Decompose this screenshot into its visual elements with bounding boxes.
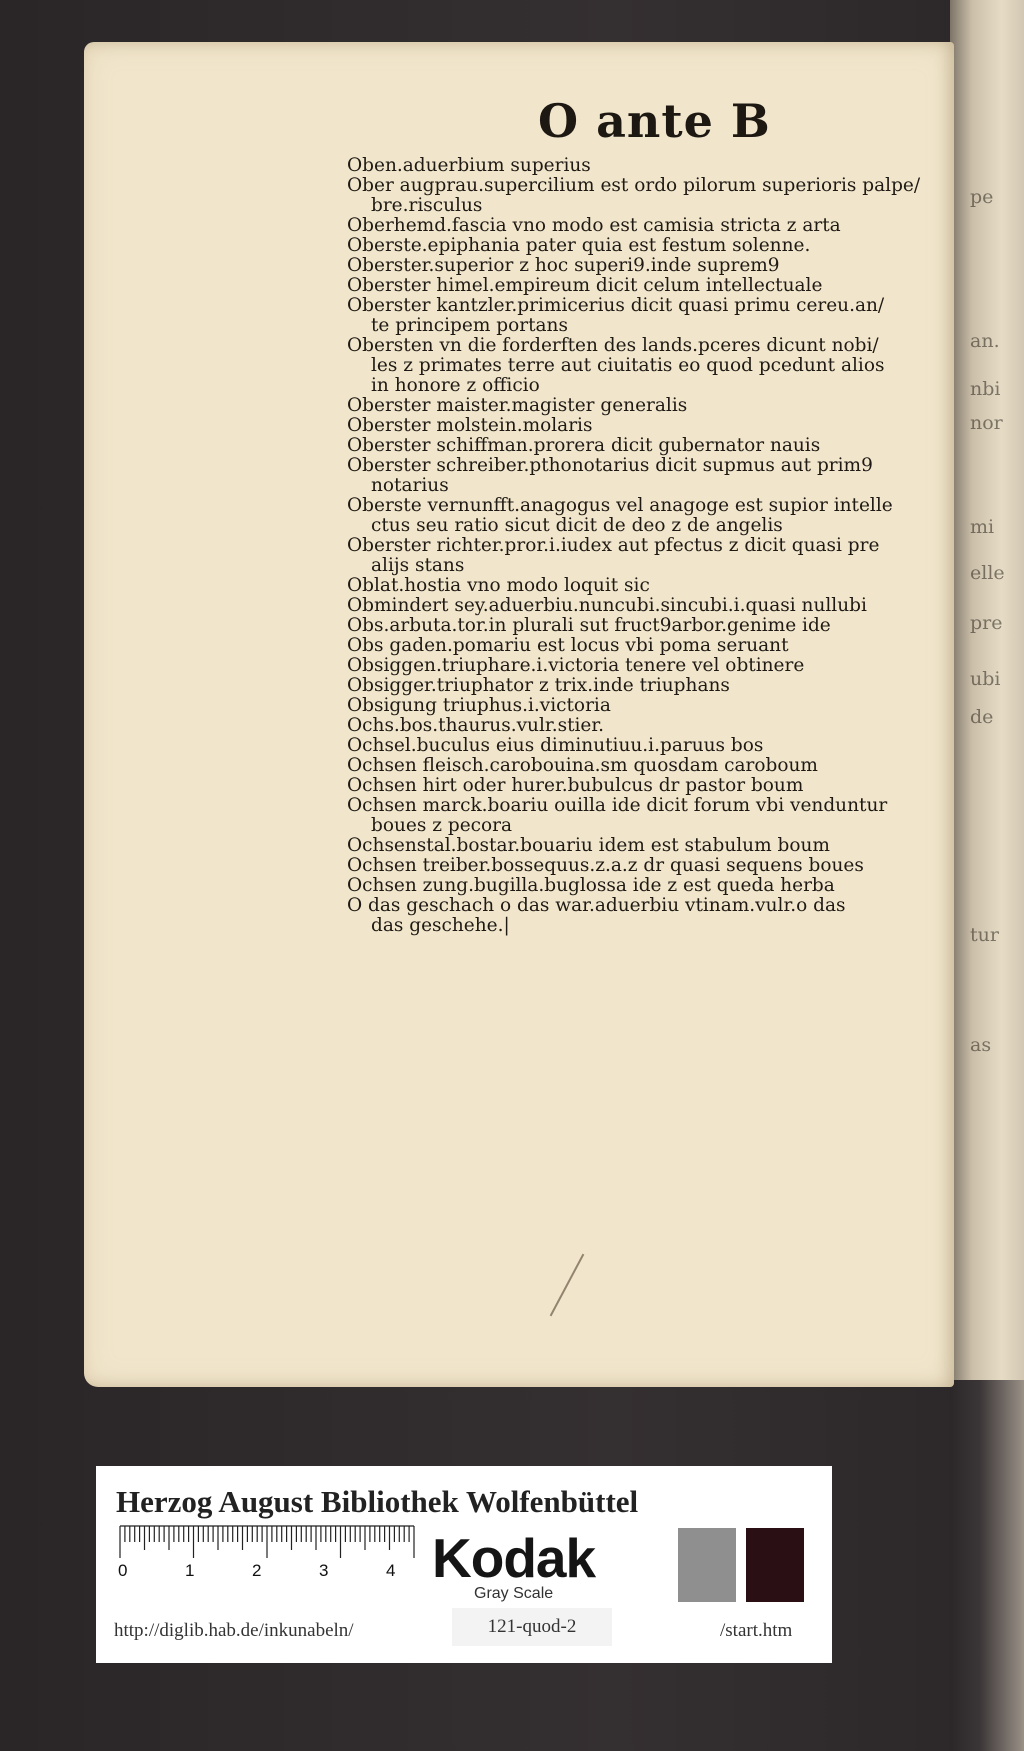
adjacent-page-fragment: pre — [970, 612, 1003, 634]
dictionary-entry: Obsiggen.triuphare.i.victoria tenere vel obtinere — [347, 655, 805, 676]
library-title: Herzog August Bibliothek Wolfenbüttel — [116, 1484, 639, 1519]
library-color-card — [96, 1466, 832, 1663]
entry-continuation: bre.risculus — [371, 195, 483, 216]
dictionary-entry: Obs.arbuta.tor.in plurali sut fruct9arbor.genime ide — [347, 615, 831, 636]
scale-ruler — [116, 1524, 418, 1580]
ruler-number: 1 — [185, 1561, 195, 1580]
gray-swatch — [678, 1528, 736, 1602]
adjacent-page-fragment: pe — [970, 186, 994, 208]
dictionary-entry: O das geschach o das war.aduerbiu vtinam.vulr.o das — [347, 895, 846, 916]
dictionary-entry: Obsigger.triuphator z trix.inde triuphans — [347, 675, 730, 696]
adjacent-page-fragment: tur — [970, 924, 999, 946]
entry-continuation: das geschehe.| — [371, 915, 510, 936]
adjacent-page-fragment: de — [970, 706, 994, 728]
adjacent-page-shadow — [950, 1380, 1024, 1751]
dictionary-entry: Oberster schiffman.prorera dicit gubernator nauis — [347, 435, 821, 456]
dictionary-entry: Oberste vernunfft.anagogus vel anagoge est supior intelle — [347, 495, 893, 516]
ruler-number: 2 — [252, 1561, 262, 1580]
url-id: 121-quod-2 — [452, 1608, 612, 1646]
dictionary-entry: Oberste.epiphania pater quia est festum solenne. — [347, 235, 811, 256]
dictionary-entry: Oberster maister.magister generalis — [347, 395, 688, 416]
adjacent-page-fragment: ubi — [970, 668, 1001, 690]
entry-continuation: in honore z officio — [371, 375, 540, 396]
dictionary-entry: Obmindert sey.aduerbiu.nuncubi.sincubi.i.quasi nullubi — [347, 595, 867, 616]
dictionary-entry: Ochs.bos.thaurus.vulr.stier. — [347, 715, 605, 736]
dictionary-entry: Ochsel.buculus eius diminutiuu.i.paruus bos — [347, 735, 764, 756]
entry-continuation: te principem portans — [371, 315, 568, 336]
url-suffix: /start.htm — [720, 1620, 793, 1641]
dictionary-entry: Obs gaden.pomariu est locus vbi poma seruant — [347, 635, 789, 656]
page-heading: O ante B — [538, 94, 771, 148]
dictionary-entry: Oberster kantzler.primicerius dicit quasi primu cereu.an/ — [347, 295, 885, 316]
ruler-number: 0 — [118, 1561, 128, 1580]
adjacent-page-fragment: an. — [970, 330, 1000, 352]
ruler-number: 4 — [386, 1561, 396, 1580]
dictionary-entry: Oberster.superior z hoc superi9.inde suprem9 — [347, 255, 780, 276]
dictionary-entry: Ochsen hirt oder hurer.bubulcus dr pastor boum — [347, 775, 804, 796]
dictionary-entry: Oberster himel.empireum dicit celum intellectuale — [347, 275, 823, 296]
entry-continuation: notarius — [371, 475, 449, 496]
dictionary-entry: Ober augprau.supercilium est ordo pilorum superioris palpe/ — [347, 175, 921, 196]
entry-continuation: les z primates terre aut ciuitatis eo quod pcedunt alios — [371, 355, 885, 376]
adjacent-page-fragment: as — [970, 1034, 992, 1056]
entry-continuation: ctus seu ratio sicut dicit de deo z de angelis — [371, 515, 783, 536]
dictionary-entry: Ochsen marck.boariu ouilla ide dicit forum vbi venduntur — [347, 795, 888, 816]
dictionary-entry: Obersten vn die forderften des lands.pceres dicunt nobi/ — [347, 335, 879, 356]
dictionary-entry: Obsigung triuphus.i.victoria — [347, 695, 611, 716]
dictionary-entries — [347, 156, 927, 936]
url-base: http://diglib.hab.de/inkunabeln/ — [114, 1620, 354, 1641]
kodak-logo: Kodak — [432, 1527, 596, 1589]
ruler-number: 3 — [319, 1561, 329, 1580]
adjacent-page-fragment: nor — [970, 412, 1003, 434]
adjacent-page-fragment: mi — [970, 516, 995, 538]
dictionary-entry: Oberhemd.fascia vno modo est camisia stricta z arta — [347, 215, 841, 236]
dictionary-entry: Oblat.hostia vno modo loquit sic — [347, 575, 650, 596]
dictionary-entry: Ochsen fleisch.carobouina.sm quosdam caroboum — [347, 755, 818, 776]
dictionary-entry: Ochsen zung.bugilla.buglossa ide z est queda herba — [347, 875, 835, 896]
dictionary-entry: Oberster molstein.molaris — [347, 415, 593, 436]
dictionary-entry: Ochsen treiber.bossequus.z.a.z dr quasi sequens boues — [347, 855, 864, 876]
entry-continuation: boues z pecora — [371, 815, 513, 836]
dictionary-entry: Oben.aduerbium superius — [347, 155, 591, 176]
entry-continuation: alijs stans — [371, 555, 465, 576]
dictionary-entry: Oberster richter.pror.i.iudex aut pfectus z dicit quasi pre — [347, 535, 880, 556]
dictionary-entry: Ochsenstal.bostar.bouariu idem est stabulum boum — [347, 835, 830, 856]
gray-scale-label: Gray Scale — [474, 1585, 554, 1602]
dark-swatch — [746, 1528, 804, 1602]
adjacent-page-fragment: nbi — [970, 378, 1001, 400]
adjacent-page-fragment: elle — [970, 562, 1005, 584]
dictionary-entry: Oberster schreiber.pthonotarius dicit supmus aut prim9 — [347, 455, 873, 476]
